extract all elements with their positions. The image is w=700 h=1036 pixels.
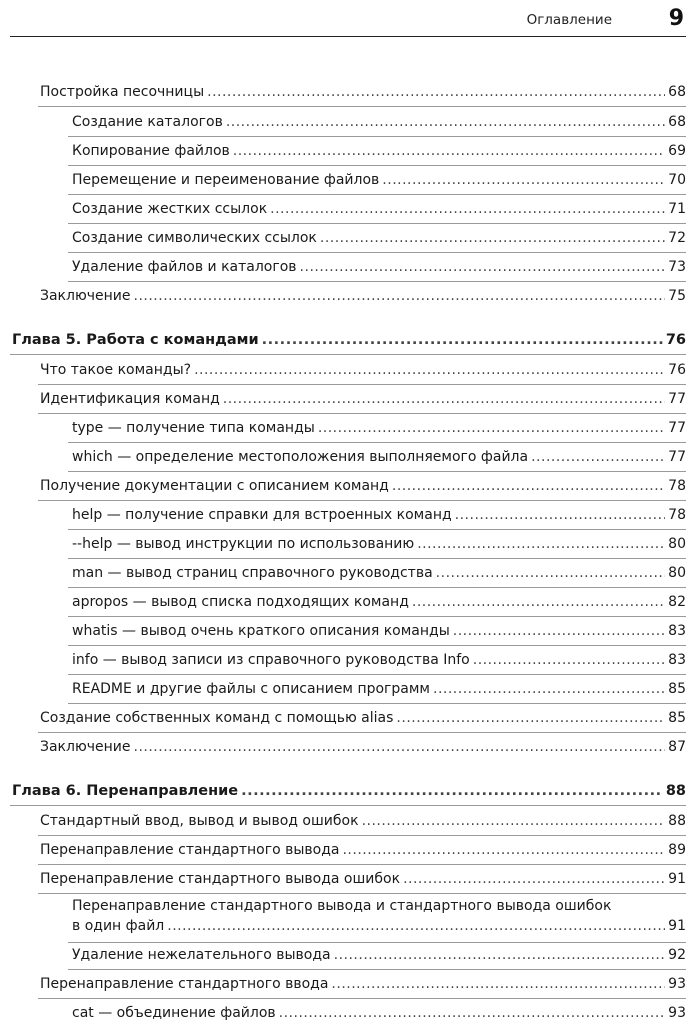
toc-entry-page: 82: [668, 594, 686, 610]
toc-entry[interactable]: [0, 418, 700, 438]
toc-entry-page: 85: [668, 710, 686, 726]
toc-entry-multiline[interactable]: [0, 896, 700, 936]
toc-entry-title: Перенаправление стандартного вывода ошибок: [40, 871, 401, 887]
toc-entry-title: Копирование файлов: [72, 143, 230, 159]
toc-entry-title: help — получение справки для встроенных команд: [72, 507, 452, 523]
toc-entry-title: Перенаправление стандартного вывода: [40, 842, 340, 858]
toc-entry[interactable]: [0, 811, 700, 831]
toc-entry[interactable]: [0, 389, 700, 409]
toc-entry-page: 91: [668, 918, 686, 934]
toc-entry-title: Перенаправление стандартного вывода и стандартного вывода ошибок: [72, 898, 612, 914]
toc-entry-title: apropos — вывод списка подходящих команд: [72, 594, 409, 610]
toc-entry[interactable]: [0, 840, 700, 860]
toc-entry-title: cat — объединение файлов: [72, 1005, 276, 1021]
toc-entry-title: Заключение: [40, 739, 131, 755]
toc-entry[interactable]: [0, 360, 700, 380]
toc-entry-title: Удаление нежелательного вывода: [72, 947, 331, 963]
toc-entry-title: Перемещение и переименование файлов: [72, 172, 380, 188]
toc-entry[interactable]: [0, 141, 700, 161]
toc-entry-page: 70: [668, 172, 686, 188]
header-page-number: 9: [668, 6, 684, 31]
toc-entry[interactable]: [0, 170, 700, 190]
header-title: Оглавление: [526, 12, 612, 28]
toc-entry-page: 80: [668, 565, 686, 581]
toc-entry-page: 68: [668, 84, 686, 100]
toc-entry-page: 71: [668, 201, 686, 217]
toc-entry-page: 93: [668, 976, 686, 992]
toc-entry-page: 69: [668, 143, 686, 159]
toc-chapter-page: 88: [665, 783, 686, 799]
toc-entry-page: 93: [668, 1005, 686, 1021]
toc-chapter-page: 76: [665, 332, 686, 348]
toc-entry[interactable]: [0, 869, 700, 889]
toc-entry-page: 91: [668, 871, 686, 887]
toc-entry-page: 73: [668, 259, 686, 275]
toc-entry-page: 92: [668, 947, 686, 963]
toc-entry-title: Стандартный ввод, вывод и вывод ошибок: [40, 813, 359, 829]
toc-entry-title: README и другие файлы с описанием программ: [72, 681, 430, 697]
toc-entry-title: Создание символических ссылок: [72, 230, 317, 246]
toc-entry-title: Создание собственных команд с помощью alias: [40, 710, 394, 726]
toc-entry-title: Получение документации с описанием команд: [40, 478, 389, 494]
toc-entry-title: Создание жестких ссылок: [72, 201, 268, 217]
toc-entry[interactable]: [0, 737, 700, 757]
toc-entry[interactable]: [0, 945, 700, 965]
toc-entry-page: 68: [668, 114, 686, 130]
toc-entry[interactable]: [0, 621, 700, 641]
toc-entry-title: whatis — вывод очень краткого описания команды: [72, 623, 450, 639]
toc-chapter-title: Глава 5. Работа с командами: [12, 332, 259, 348]
toc-entry-page: 83: [668, 652, 686, 668]
toc-entry-title: Перенаправление стандартного ввода: [40, 976, 329, 992]
toc-entry-page: 77: [668, 391, 686, 407]
toc-entry[interactable]: [0, 708, 700, 728]
toc-chapter-5[interactable]: [0, 330, 700, 350]
toc-entry[interactable]: [0, 286, 700, 306]
toc-entry-page: 78: [668, 507, 686, 523]
toc-entry-page: 80: [668, 536, 686, 552]
toc-entry-page: 78: [668, 478, 686, 494]
toc-entry-page: 89: [668, 842, 686, 858]
toc-entry-title: Идентификация команд: [40, 391, 220, 407]
toc-entry[interactable]: [0, 112, 700, 132]
toc-entry[interactable]: [0, 563, 700, 583]
toc-entry-page: 72: [668, 230, 686, 246]
toc-entry-title: Создание каталогов: [72, 114, 223, 130]
toc-entry[interactable]: [0, 592, 700, 612]
toc-entry[interactable]: [0, 505, 700, 525]
toc-entry-title: Постройка песочницы: [40, 84, 205, 100]
toc-entry-title-cont: в один файл: [72, 918, 165, 934]
toc-entry-page: 85: [668, 681, 686, 697]
toc-entry-title: man — вывод страниц справочного руководства: [72, 565, 433, 581]
toc-entry-title: --help — вывод инструкции по использованию: [72, 536, 415, 552]
toc-entry-page: 77: [668, 449, 686, 465]
toc-entry-page: 83: [668, 623, 686, 639]
toc-chapter-title: Глава 6. Перенаправление: [12, 783, 239, 799]
toc-entry-title: Заключение: [40, 288, 131, 304]
toc-entry-page: 75: [668, 288, 686, 304]
toc-entry-page: 76: [668, 362, 686, 378]
toc-entry[interactable]: [0, 199, 700, 219]
toc-entry[interactable]: [0, 650, 700, 670]
toc-entry-page: 77: [668, 420, 686, 436]
toc-entry[interactable]: [0, 447, 700, 467]
toc-entry-page: 88: [668, 813, 686, 829]
toc-entry-title: Удаление файлов и каталогов: [72, 259, 297, 275]
toc-chapter-6[interactable]: [0, 781, 700, 801]
toc-entry-page: 87: [668, 739, 686, 755]
running-header: [10, 0, 686, 37]
toc-entry[interactable]: [0, 228, 700, 248]
toc-entry[interactable]: [0, 82, 700, 102]
toc-entry-title: type — получение типа команды: [72, 420, 315, 436]
toc-entry[interactable]: [0, 679, 700, 699]
toc-entry-title: info — вывод записи из справочного руководства Info: [72, 652, 470, 668]
toc-entry[interactable]: [0, 476, 700, 496]
toc-entry-title: Что такое команды?: [40, 362, 192, 378]
toc-entry[interactable]: [0, 257, 700, 277]
toc-entry[interactable]: [0, 974, 700, 994]
toc-entry[interactable]: [0, 1003, 700, 1023]
toc-entry-title: which — определение местоположения выполняемого файла: [72, 449, 529, 465]
toc-entry[interactable]: [0, 534, 700, 554]
